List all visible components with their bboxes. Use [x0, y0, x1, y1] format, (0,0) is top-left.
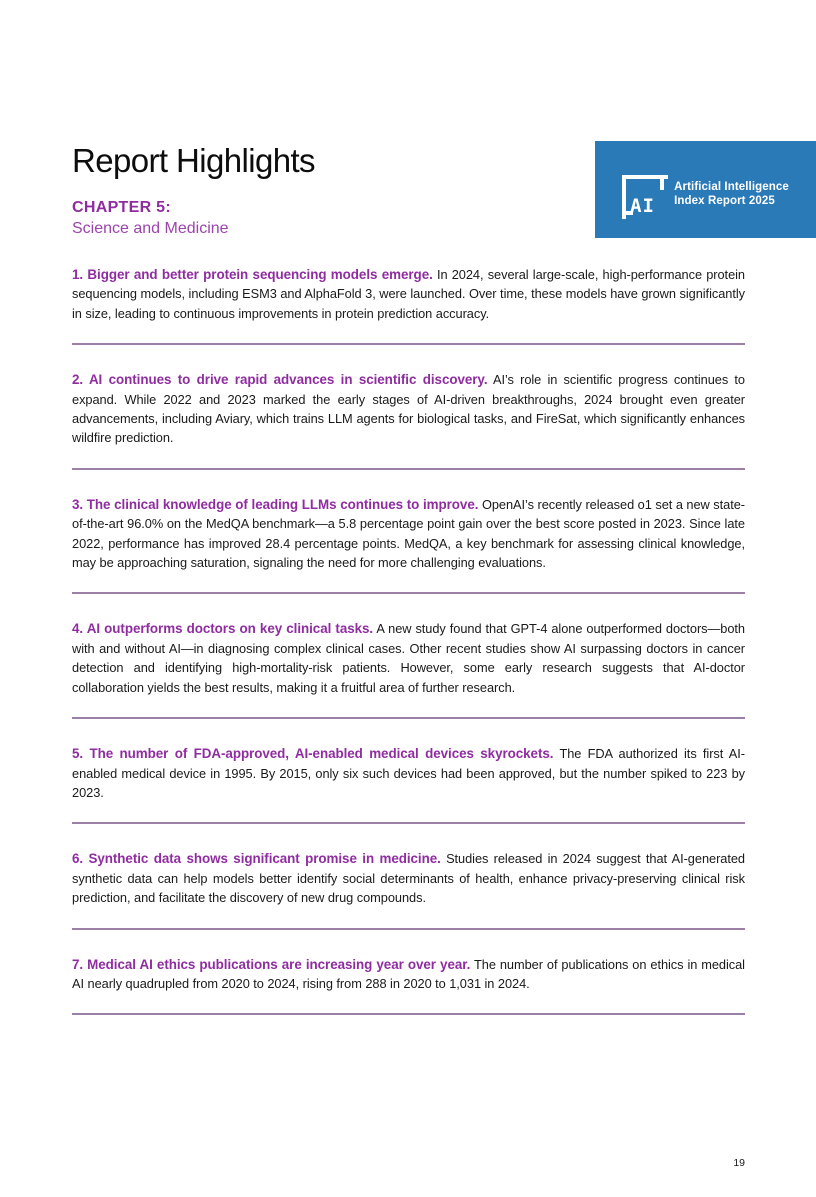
- section-divider: [72, 1013, 745, 1015]
- highlight-body: AI’s role in scientific progress continues to expand. While 2022 and 2023 marked the early stages of AI-driven breakthroughs, 2024 brought even greater advancements, including Aviary, which trains LLM agents for biological tasks, and FireSat, which significantly enhances wildfire prediction.: [72, 372, 745, 446]
- highlight-lead: 3. The clinical knowledge of leading LLMs continues to improve.: [72, 496, 479, 512]
- highlight-body: A new study found that GPT-4 alone outperformed doctors—both with and without AI—in diagnosing complex clinical cases. Other recent studies show AI surpassing doctors in cancer detection and identifying high-mortality-risk patients. However, some early research suggests that AI-doctor collaboration yields the best results, making it a fruitful area of further research.: [72, 621, 745, 695]
- highlight-item-4: [72, 619, 745, 697]
- section-divider: [72, 822, 745, 824]
- ai-index-logo-icon: [622, 175, 664, 215]
- section-divider: [72, 468, 745, 470]
- highlight-body: In 2024, several large-scale, high-performance protein sequencing models, including ESM3 and AlphaFold 3, were launched. Over time, these models have grown significantly in size, leading to continuous improvements in protein prediction accuracy.: [72, 267, 745, 321]
- highlight-body: Studies released in 2024 suggest that AI-generated synthetic data can help models better identify social determinants of health, enhance privacy-preserving clinical risk prediction, and facilitate the discovery of new drug compounds.: [72, 851, 745, 906]
- brand-line-1: Artificial Intelligence: [674, 181, 789, 193]
- page-number: 19: [733, 1157, 745, 1169]
- highlight-item-1: [72, 265, 745, 323]
- chapter-subtitle: Science and Medicine: [72, 220, 229, 237]
- highlight-item-3: [72, 495, 745, 573]
- highlight-lead: 4. AI outperforms doctors on key clinical tasks.: [72, 621, 374, 637]
- report-page: [0, 141, 816, 1197]
- highlight-lead: 6. Synthetic data shows significant promise in medicine.: [72, 851, 441, 867]
- brand-banner: [595, 141, 816, 238]
- highlight-lead: 7. Medical AI ethics publications are increasing year over year.: [72, 956, 471, 972]
- chapter-label: CHAPTER 5:: [72, 199, 172, 216]
- section-divider: [72, 343, 745, 345]
- highlight-lead: 5. The number of FDA-approved, AI-enabled medical devices skyrockets.: [72, 746, 554, 762]
- section-divider: [72, 717, 745, 719]
- highlight-lead: 2. AI continues to drive rapid advances in scientific discovery.: [72, 372, 488, 388]
- highlight-body: The number of publications on ethics in medical AI nearly quadrupled from 2020 to 2024, rising from 288 in 2020 to 1,031 in 2024.: [72, 956, 745, 991]
- section-divider: [72, 592, 745, 594]
- highlight-item-5: [72, 744, 745, 802]
- highlight-lead: 1. Bigger and better protein sequencing models emerge.: [72, 267, 433, 282]
- highlight-item-6: [72, 849, 745, 907]
- highlight-body: OpenAI’s recently released o1 set a new state-of-the-art 96.0% on the MedQA benchmark—a 5.8 percentage point gain over the best score posted in 2023. Since late 2022, performance has improved 28.4 percentage points. MedQA, a key benchmark for assessing clinical knowledge, may be approaching saturation, signaling the need for more challenging evaluations.: [72, 496, 745, 571]
- highlight-body: The FDA authorized its first AI-enabled medical device in 1995. By 2015, only six such devices had been approved, but the number spiked to 223 by 2023.: [72, 746, 745, 800]
- highlight-item-2: [72, 370, 745, 448]
- brand-wordmark: [674, 181, 789, 208]
- logo-ai-letters: AI: [630, 194, 655, 217]
- page-title: Report Highlights: [72, 142, 315, 179]
- ai-index-logo: [622, 175, 789, 215]
- highlight-item-7: [72, 955, 745, 994]
- brand-line-2: Index Report 2025: [674, 194, 775, 207]
- section-divider: [72, 928, 745, 930]
